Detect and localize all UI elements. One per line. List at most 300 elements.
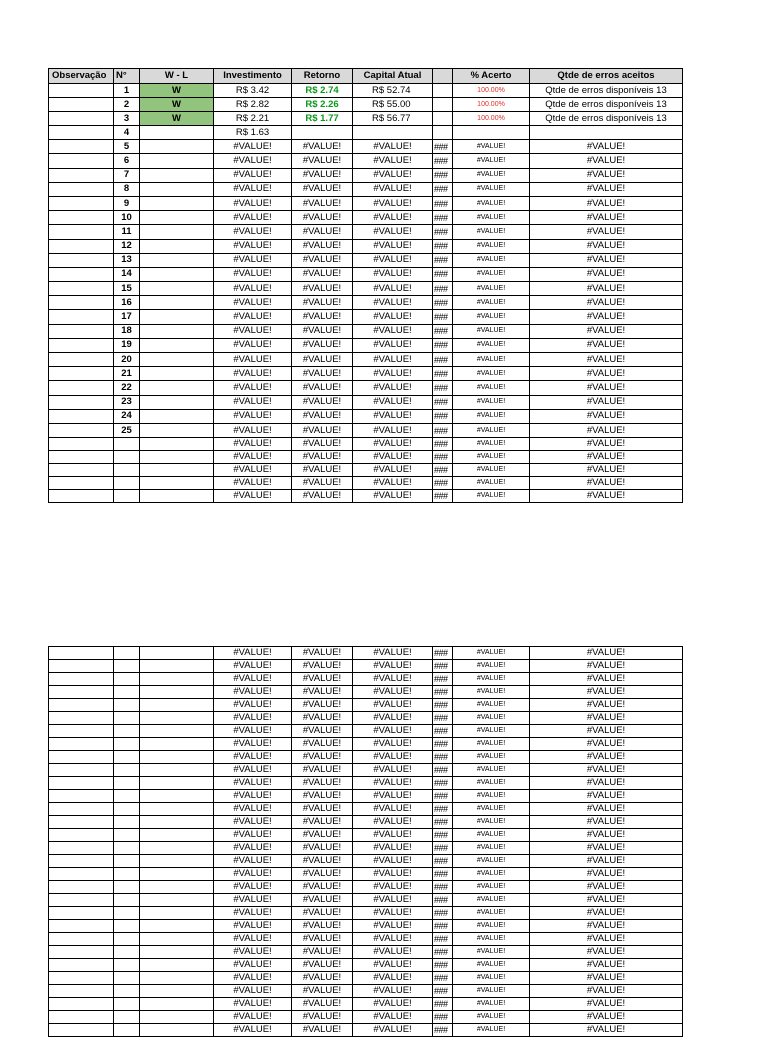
cell-numero[interactable] [114, 920, 140, 933]
cell-hash[interactable]: ### [433, 438, 453, 451]
cell-numero[interactable]: 24 [114, 409, 140, 423]
cell-capital-atual[interactable]: #VALUE! [353, 777, 433, 790]
cell-observacao[interactable] [49, 907, 114, 920]
cell-wl[interactable] [140, 154, 214, 168]
cell-acerto[interactable]: #VALUE! [453, 660, 530, 673]
cell-hash[interactable]: ### [433, 660, 453, 673]
cell-qtde-erros[interactable]: #VALUE! [530, 829, 683, 842]
cell-numero[interactable]: 17 [114, 310, 140, 324]
cell-capital-atual[interactable]: #VALUE! [353, 211, 433, 225]
cell-investimento[interactable]: #VALUE! [214, 816, 292, 829]
cell-acerto[interactable]: #VALUE! [453, 686, 530, 699]
cell-acerto[interactable]: #VALUE! [453, 985, 530, 998]
cell-hash[interactable]: ### [433, 225, 453, 239]
cell-capital-atual[interactable]: #VALUE! [353, 803, 433, 816]
cell-capital-atual[interactable]: #VALUE! [353, 855, 433, 868]
cell-numero[interactable] [114, 790, 140, 803]
cell-hash[interactable]: ### [433, 959, 453, 972]
col-header-observacao[interactable]: Observação [49, 69, 114, 84]
cell-acerto[interactable]: #VALUE! [453, 282, 530, 296]
cell-investimento[interactable]: #VALUE! [214, 1011, 292, 1024]
cell-numero[interactable] [114, 868, 140, 881]
cell-retorno[interactable]: #VALUE! [292, 267, 353, 281]
cell-hash[interactable]: ### [433, 855, 453, 868]
cell-observacao[interactable] [49, 154, 114, 168]
cell-qtde-erros[interactable]: #VALUE! [530, 464, 683, 477]
cell-retorno[interactable]: #VALUE! [292, 477, 353, 490]
cell-capital-atual[interactable]: #VALUE! [353, 725, 433, 738]
cell-retorno[interactable]: #VALUE! [292, 855, 353, 868]
cell-wl[interactable] [140, 367, 214, 381]
cell-hash[interactable]: ### [433, 790, 453, 803]
cell-capital-atual[interactable]: #VALUE! [353, 959, 433, 972]
cell-acerto[interactable]: #VALUE! [453, 451, 530, 464]
cell-observacao[interactable] [49, 353, 114, 367]
cell-observacao[interactable] [49, 881, 114, 894]
cell-wl[interactable] [140, 168, 214, 182]
cell-wl[interactable] [140, 438, 214, 451]
cell-capital-atual[interactable]: #VALUE! [353, 842, 433, 855]
cell-qtde-erros[interactable]: #VALUE! [530, 738, 683, 751]
cell-investimento[interactable]: #VALUE! [214, 933, 292, 946]
cell-numero[interactable] [114, 464, 140, 477]
cell-qtde-erros[interactable]: #VALUE! [530, 790, 683, 803]
cell-hash[interactable]: ### [433, 868, 453, 881]
cell-numero[interactable] [114, 738, 140, 751]
cell-observacao[interactable] [49, 409, 114, 423]
cell-retorno[interactable]: #VALUE! [292, 154, 353, 168]
cell-capital-atual[interactable]: R$ 52.74 [353, 84, 433, 98]
cell-investimento[interactable]: #VALUE! [214, 985, 292, 998]
cell-retorno[interactable]: #VALUE! [292, 803, 353, 816]
cell-investimento[interactable]: #VALUE! [214, 660, 292, 673]
cell-capital-atual[interactable]: #VALUE! [353, 282, 433, 296]
col-header-capital-atual[interactable]: Capital Atual [353, 69, 433, 84]
cell-qtde-erros[interactable]: #VALUE! [530, 751, 683, 764]
cell-capital-atual[interactable]: #VALUE! [353, 438, 433, 451]
cell-observacao[interactable] [49, 225, 114, 239]
cell-wl[interactable] [140, 699, 214, 712]
cell-numero[interactable] [114, 699, 140, 712]
cell-investimento[interactable]: #VALUE! [214, 725, 292, 738]
cell-acerto[interactable]: #VALUE! [453, 959, 530, 972]
cell-hash[interactable]: ### [433, 239, 453, 253]
cell-retorno[interactable]: #VALUE! [292, 296, 353, 310]
cell-acerto[interactable]: #VALUE! [453, 353, 530, 367]
cell-investimento[interactable]: #VALUE! [214, 296, 292, 310]
cell-retorno[interactable]: #VALUE! [292, 712, 353, 725]
cell-hash[interactable]: ### [433, 381, 453, 395]
cell-qtde-erros[interactable]: #VALUE! [530, 959, 683, 972]
cell-acerto[interactable]: #VALUE! [453, 933, 530, 946]
cell-investimento[interactable]: #VALUE! [214, 751, 292, 764]
cell-qtde-erros[interactable]: Qtde de erros disponíveis 13 [530, 84, 683, 98]
cell-capital-atual[interactable]: #VALUE! [353, 182, 433, 196]
cell-capital-atual[interactable]: #VALUE! [353, 239, 433, 253]
cell-hash[interactable] [433, 98, 453, 112]
cell-hash[interactable]: ### [433, 296, 453, 310]
cell-qtde-erros[interactable]: #VALUE! [530, 477, 683, 490]
cell-wl[interactable] [140, 920, 214, 933]
cell-wl[interactable] [140, 855, 214, 868]
cell-numero[interactable]: 19 [114, 338, 140, 352]
cell-acerto[interactable]: #VALUE! [453, 842, 530, 855]
cell-retorno[interactable]: #VALUE! [292, 985, 353, 998]
cell-retorno[interactable]: #VALUE! [292, 395, 353, 409]
cell-investimento[interactable]: #VALUE! [214, 154, 292, 168]
cell-investimento[interactable]: #VALUE! [214, 946, 292, 959]
cell-observacao[interactable] [49, 282, 114, 296]
cell-wl[interactable] [140, 225, 214, 239]
cell-retorno[interactable]: #VALUE! [292, 211, 353, 225]
cell-acerto[interactable]: #VALUE! [453, 409, 530, 423]
cell-acerto[interactable]: #VALUE! [453, 907, 530, 920]
cell-acerto[interactable]: #VALUE! [453, 855, 530, 868]
cell-observacao[interactable] [49, 816, 114, 829]
cell-acerto[interactable]: #VALUE! [453, 324, 530, 338]
cell-observacao[interactable] [49, 1024, 114, 1037]
cell-qtde-erros[interactable]: #VALUE! [530, 673, 683, 686]
cell-capital-atual[interactable]: #VALUE! [353, 296, 433, 310]
cell-qtde-erros[interactable]: #VALUE! [530, 933, 683, 946]
cell-acerto[interactable]: #VALUE! [453, 920, 530, 933]
cell-investimento[interactable]: #VALUE! [214, 803, 292, 816]
cell-acerto[interactable]: #VALUE! [453, 296, 530, 310]
cell-investimento[interactable]: R$ 1.63 [214, 126, 292, 140]
cell-hash[interactable]: ### [433, 673, 453, 686]
cell-wl[interactable] [140, 182, 214, 196]
cell-capital-atual[interactable]: #VALUE! [353, 751, 433, 764]
cell-qtde-erros[interactable]: #VALUE! [530, 310, 683, 324]
cell-investimento[interactable]: #VALUE! [214, 353, 292, 367]
cell-acerto[interactable]: #VALUE! [453, 423, 530, 437]
cell-wl[interactable] [140, 140, 214, 154]
cell-qtde-erros[interactable]: #VALUE! [530, 725, 683, 738]
cell-hash[interactable]: ### [433, 423, 453, 437]
cell-numero[interactable] [114, 855, 140, 868]
cell-qtde-erros[interactable]: #VALUE! [530, 490, 683, 503]
cell-qtde-erros[interactable]: #VALUE! [530, 140, 683, 154]
cell-wl[interactable] [140, 816, 214, 829]
cell-qtde-erros[interactable]: #VALUE! [530, 855, 683, 868]
cell-retorno[interactable]: #VALUE! [292, 367, 353, 381]
cell-investimento[interactable]: #VALUE! [214, 367, 292, 381]
cell-wl[interactable] [140, 725, 214, 738]
cell-capital-atual[interactable]: R$ 56.77 [353, 112, 433, 126]
cell-acerto[interactable]: #VALUE! [453, 712, 530, 725]
cell-retorno[interactable]: #VALUE! [292, 140, 353, 154]
cell-investimento[interactable]: #VALUE! [214, 196, 292, 210]
cell-retorno[interactable]: #VALUE! [292, 490, 353, 503]
cell-wl[interactable] [140, 477, 214, 490]
cell-capital-atual[interactable]: #VALUE! [353, 490, 433, 503]
cell-observacao[interactable] [49, 381, 114, 395]
cell-retorno[interactable]: #VALUE! [292, 464, 353, 477]
cell-numero[interactable]: 16 [114, 296, 140, 310]
cell-observacao[interactable] [49, 751, 114, 764]
cell-hash[interactable]: ### [433, 972, 453, 985]
cell-capital-atual[interactable]: #VALUE! [353, 1011, 433, 1024]
cell-numero[interactable]: 20 [114, 353, 140, 367]
cell-investimento[interactable]: #VALUE! [214, 699, 292, 712]
cell-numero[interactable] [114, 842, 140, 855]
cell-observacao[interactable] [49, 686, 114, 699]
cell-investimento[interactable]: #VALUE! [214, 409, 292, 423]
cell-acerto[interactable]: #VALUE! [453, 777, 530, 790]
cell-numero[interactable] [114, 438, 140, 451]
cell-hash[interactable]: ### [433, 777, 453, 790]
cell-numero[interactable]: 9 [114, 196, 140, 210]
cell-investimento[interactable]: #VALUE! [214, 211, 292, 225]
cell-wl[interactable] [140, 1011, 214, 1024]
cell-retorno[interactable]: #VALUE! [292, 829, 353, 842]
cell-investimento[interactable]: #VALUE! [214, 881, 292, 894]
cell-wl[interactable] [140, 829, 214, 842]
cell-acerto[interactable]: #VALUE! [453, 946, 530, 959]
cell-retorno[interactable]: #VALUE! [292, 381, 353, 395]
col-header-blank[interactable] [433, 69, 453, 84]
cell-capital-atual[interactable]: #VALUE! [353, 409, 433, 423]
cell-qtde-erros[interactable]: #VALUE! [530, 881, 683, 894]
cell-investimento[interactable]: #VALUE! [214, 267, 292, 281]
cell-observacao[interactable] [49, 196, 114, 210]
cell-observacao[interactable] [49, 777, 114, 790]
cell-capital-atual[interactable]: #VALUE! [353, 946, 433, 959]
cell-wl[interactable] [140, 239, 214, 253]
cell-hash[interactable]: ### [433, 409, 453, 423]
cell-observacao[interactable] [49, 998, 114, 1011]
cell-acerto[interactable]: #VALUE! [453, 367, 530, 381]
cell-qtde-erros[interactable]: #VALUE! [530, 211, 683, 225]
cell-wl[interactable] [140, 282, 214, 296]
cell-acerto[interactable]: #VALUE! [453, 253, 530, 267]
cell-numero[interactable]: 7 [114, 168, 140, 182]
cell-investimento[interactable]: #VALUE! [214, 868, 292, 881]
cell-investimento[interactable]: #VALUE! [214, 855, 292, 868]
cell-acerto[interactable]: #VALUE! [453, 310, 530, 324]
cell-capital-atual[interactable]: #VALUE! [353, 464, 433, 477]
cell-capital-atual[interactable]: #VALUE! [353, 353, 433, 367]
cell-investimento[interactable]: R$ 3.42 [214, 84, 292, 98]
cell-qtde-erros[interactable]: #VALUE! [530, 647, 683, 660]
cell-acerto[interactable]: #VALUE! [453, 790, 530, 803]
col-header-wl[interactable]: W - L [140, 69, 214, 84]
cell-hash[interactable]: ### [433, 907, 453, 920]
cell-wl[interactable] [140, 790, 214, 803]
cell-observacao[interactable] [49, 267, 114, 281]
cell-capital-atual[interactable]: #VALUE! [353, 816, 433, 829]
cell-numero[interactable] [114, 673, 140, 686]
cell-numero[interactable]: 15 [114, 282, 140, 296]
cell-qtde-erros[interactable]: #VALUE! [530, 182, 683, 196]
cell-observacao[interactable] [49, 84, 114, 98]
cell-hash[interactable]: ### [433, 699, 453, 712]
cell-observacao[interactable] [49, 946, 114, 959]
cell-numero[interactable]: 2 [114, 98, 140, 112]
cell-qtde-erros[interactable]: #VALUE! [530, 451, 683, 464]
cell-qtde-erros[interactable]: #VALUE! [530, 868, 683, 881]
cell-qtde-erros[interactable]: #VALUE! [530, 1011, 683, 1024]
cell-hash[interactable]: ### [433, 894, 453, 907]
cell-qtde-erros[interactable]: #VALUE! [530, 196, 683, 210]
cell-investimento[interactable]: #VALUE! [214, 959, 292, 972]
cell-observacao[interactable] [49, 647, 114, 660]
cell-investimento[interactable]: #VALUE! [214, 920, 292, 933]
cell-observacao[interactable] [49, 855, 114, 868]
cell-observacao[interactable] [49, 738, 114, 751]
cell-capital-atual[interactable]: #VALUE! [353, 1024, 433, 1037]
cell-observacao[interactable] [49, 464, 114, 477]
cell-capital-atual[interactable]: #VALUE! [353, 253, 433, 267]
cell-capital-atual[interactable]: #VALUE! [353, 738, 433, 751]
cell-wl[interactable] [140, 985, 214, 998]
cell-qtde-erros[interactable]: #VALUE! [530, 946, 683, 959]
cell-hash[interactable]: ### [433, 367, 453, 381]
cell-wl[interactable] [140, 868, 214, 881]
cell-retorno[interactable]: R$ 2.26 [292, 98, 353, 112]
cell-hash[interactable]: ### [433, 803, 453, 816]
cell-capital-atual[interactable]: #VALUE! [353, 894, 433, 907]
cell-numero[interactable] [114, 907, 140, 920]
cell-hash[interactable] [433, 84, 453, 98]
cell-qtde-erros[interactable]: #VALUE! [530, 154, 683, 168]
cell-qtde-erros[interactable]: #VALUE! [530, 842, 683, 855]
cell-hash[interactable]: ### [433, 647, 453, 660]
cell-retorno[interactable]: #VALUE! [292, 673, 353, 686]
cell-investimento[interactable]: #VALUE! [214, 490, 292, 503]
cell-observacao[interactable] [49, 98, 114, 112]
cell-capital-atual[interactable]: R$ 55.00 [353, 98, 433, 112]
cell-investimento[interactable]: #VALUE! [214, 182, 292, 196]
cell-investimento[interactable]: #VALUE! [214, 712, 292, 725]
cell-observacao[interactable] [49, 712, 114, 725]
cell-wl[interactable] [140, 211, 214, 225]
cell-qtde-erros[interactable]: Qtde de erros disponíveis 13 [530, 98, 683, 112]
cell-wl[interactable] [140, 738, 214, 751]
cell-observacao[interactable] [49, 395, 114, 409]
cell-retorno[interactable]: #VALUE! [292, 816, 353, 829]
cell-investimento[interactable]: #VALUE! [214, 647, 292, 660]
cell-capital-atual[interactable]: #VALUE! [353, 310, 433, 324]
cell-capital-atual[interactable] [353, 126, 433, 140]
cell-capital-atual[interactable]: #VALUE! [353, 881, 433, 894]
cell-hash[interactable]: ### [433, 282, 453, 296]
cell-wl[interactable] [140, 777, 214, 790]
cell-investimento[interactable]: #VALUE! [214, 225, 292, 239]
cell-hash[interactable]: ### [433, 920, 453, 933]
cell-wl[interactable] [140, 267, 214, 281]
cell-numero[interactable]: 3 [114, 112, 140, 126]
cell-acerto[interactable]: #VALUE! [453, 725, 530, 738]
cell-qtde-erros[interactable]: #VALUE! [530, 423, 683, 437]
cell-hash[interactable]: ### [433, 395, 453, 409]
cell-qtde-erros[interactable]: Qtde de erros disponíveis 13 [530, 112, 683, 126]
cell-observacao[interactable] [49, 112, 114, 126]
cell-wl[interactable] [140, 353, 214, 367]
cell-qtde-erros[interactable]: #VALUE! [530, 985, 683, 998]
cell-acerto[interactable]: #VALUE! [453, 464, 530, 477]
cell-qtde-erros[interactable]: #VALUE! [530, 972, 683, 985]
cell-wl[interactable] [140, 894, 214, 907]
cell-observacao[interactable] [49, 211, 114, 225]
cell-retorno[interactable]: #VALUE! [292, 998, 353, 1011]
cell-investimento[interactable]: #VALUE! [214, 464, 292, 477]
cell-qtde-erros[interactable]: #VALUE! [530, 1024, 683, 1037]
cell-hash[interactable]: ### [433, 353, 453, 367]
cell-hash[interactable]: ### [433, 686, 453, 699]
cell-retorno[interactable]: #VALUE! [292, 423, 353, 437]
cell-retorno[interactable]: #VALUE! [292, 1024, 353, 1037]
cell-observacao[interactable] [49, 168, 114, 182]
cell-observacao[interactable] [49, 1011, 114, 1024]
cell-retorno[interactable] [292, 126, 353, 140]
cell-hash[interactable]: ### [433, 998, 453, 1011]
cell-capital-atual[interactable]: #VALUE! [353, 829, 433, 842]
cell-acerto[interactable]: #VALUE! [453, 803, 530, 816]
cell-retorno[interactable]: #VALUE! [292, 225, 353, 239]
cell-wl[interactable] [140, 933, 214, 946]
cell-qtde-erros[interactable]: #VALUE! [530, 367, 683, 381]
cell-capital-atual[interactable]: #VALUE! [353, 868, 433, 881]
cell-acerto[interactable]: #VALUE! [453, 738, 530, 751]
cell-capital-atual[interactable]: #VALUE! [353, 381, 433, 395]
col-header-acerto[interactable]: % Acerto [453, 69, 530, 84]
col-header-retorno[interactable]: Retorno [292, 69, 353, 84]
cell-capital-atual[interactable]: #VALUE! [353, 907, 433, 920]
cell-hash[interactable]: ### [433, 712, 453, 725]
cell-numero[interactable] [114, 816, 140, 829]
cell-capital-atual[interactable]: #VALUE! [353, 920, 433, 933]
cell-wl[interactable] [140, 409, 214, 423]
cell-numero[interactable] [114, 1024, 140, 1037]
cell-observacao[interactable] [49, 673, 114, 686]
cell-wl[interactable] [140, 451, 214, 464]
cell-acerto[interactable]: #VALUE! [453, 490, 530, 503]
cell-acerto[interactable]: #VALUE! [453, 267, 530, 281]
cell-wl[interactable] [140, 660, 214, 673]
cell-retorno[interactable]: #VALUE! [292, 196, 353, 210]
cell-investimento[interactable]: #VALUE! [214, 686, 292, 699]
cell-hash[interactable]: ### [433, 764, 453, 777]
cell-qtde-erros[interactable]: #VALUE! [530, 296, 683, 310]
cell-retorno[interactable]: #VALUE! [292, 777, 353, 790]
cell-observacao[interactable] [49, 842, 114, 855]
cell-hash[interactable]: ### [433, 738, 453, 751]
cell-hash[interactable]: ### [433, 324, 453, 338]
cell-capital-atual[interactable]: #VALUE! [353, 367, 433, 381]
cell-retorno[interactable]: #VALUE! [292, 868, 353, 881]
cell-wl[interactable] [140, 959, 214, 972]
cell-numero[interactable] [114, 881, 140, 894]
cell-numero[interactable] [114, 985, 140, 998]
cell-qtde-erros[interactable]: #VALUE! [530, 395, 683, 409]
cell-observacao[interactable] [49, 451, 114, 464]
cell-hash[interactable]: ### [433, 946, 453, 959]
cell-retorno[interactable]: #VALUE! [292, 842, 353, 855]
cell-acerto[interactable]: #VALUE! [453, 477, 530, 490]
cell-retorno[interactable]: #VALUE! [292, 686, 353, 699]
cell-wl[interactable]: W [140, 98, 214, 112]
cell-capital-atual[interactable]: #VALUE! [353, 395, 433, 409]
cell-capital-atual[interactable]: #VALUE! [353, 764, 433, 777]
cell-acerto[interactable]: #VALUE! [453, 673, 530, 686]
cell-numero[interactable] [114, 477, 140, 490]
cell-acerto[interactable]: #VALUE! [453, 868, 530, 881]
cell-numero[interactable] [114, 998, 140, 1011]
cell-numero[interactable]: 21 [114, 367, 140, 381]
cell-investimento[interactable]: #VALUE! [214, 423, 292, 437]
cell-retorno[interactable]: #VALUE! [292, 751, 353, 764]
